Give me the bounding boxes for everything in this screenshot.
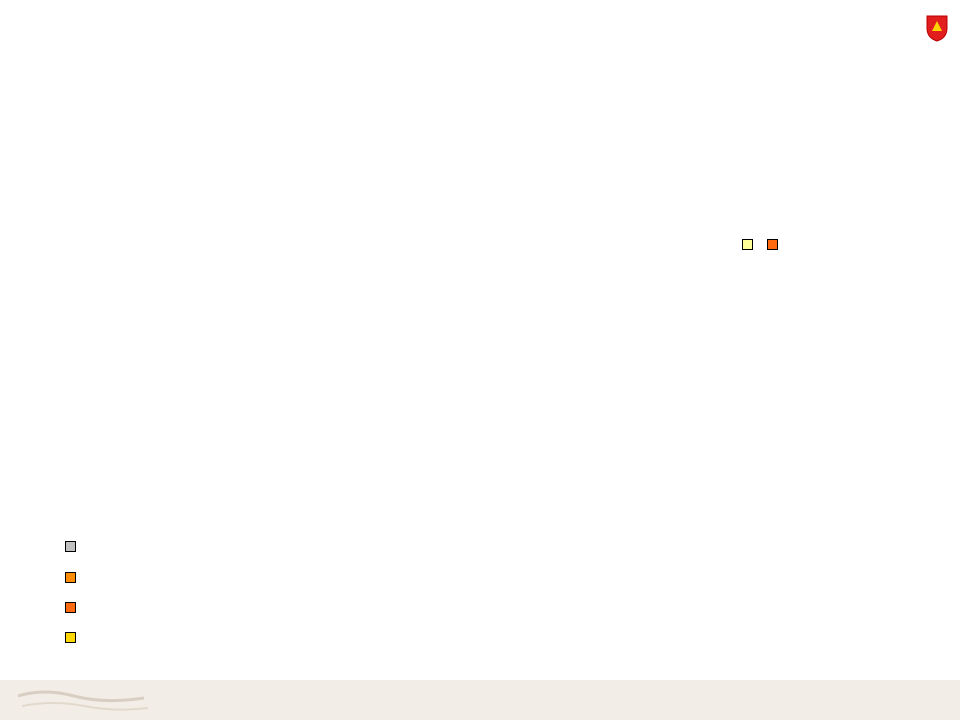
legend-swatch <box>65 572 76 583</box>
legend-item-teisko <box>65 599 81 615</box>
production-share-chart <box>720 80 950 230</box>
legend-swatch <box>65 541 76 552</box>
legend-swatch <box>767 239 778 250</box>
production-legend <box>742 238 781 252</box>
legend-swatch <box>742 239 753 250</box>
legend-item-regional <box>65 629 81 645</box>
legend-swatch <box>65 632 76 643</box>
legend-item-other <box>65 538 81 554</box>
legend-item-city <box>65 569 81 585</box>
footer-watermark-icon <box>14 686 154 716</box>
legend-external-production <box>767 238 781 252</box>
legend-own-production <box>742 238 759 252</box>
budget-year-label <box>914 520 954 670</box>
legend-swatch <box>65 602 76 613</box>
